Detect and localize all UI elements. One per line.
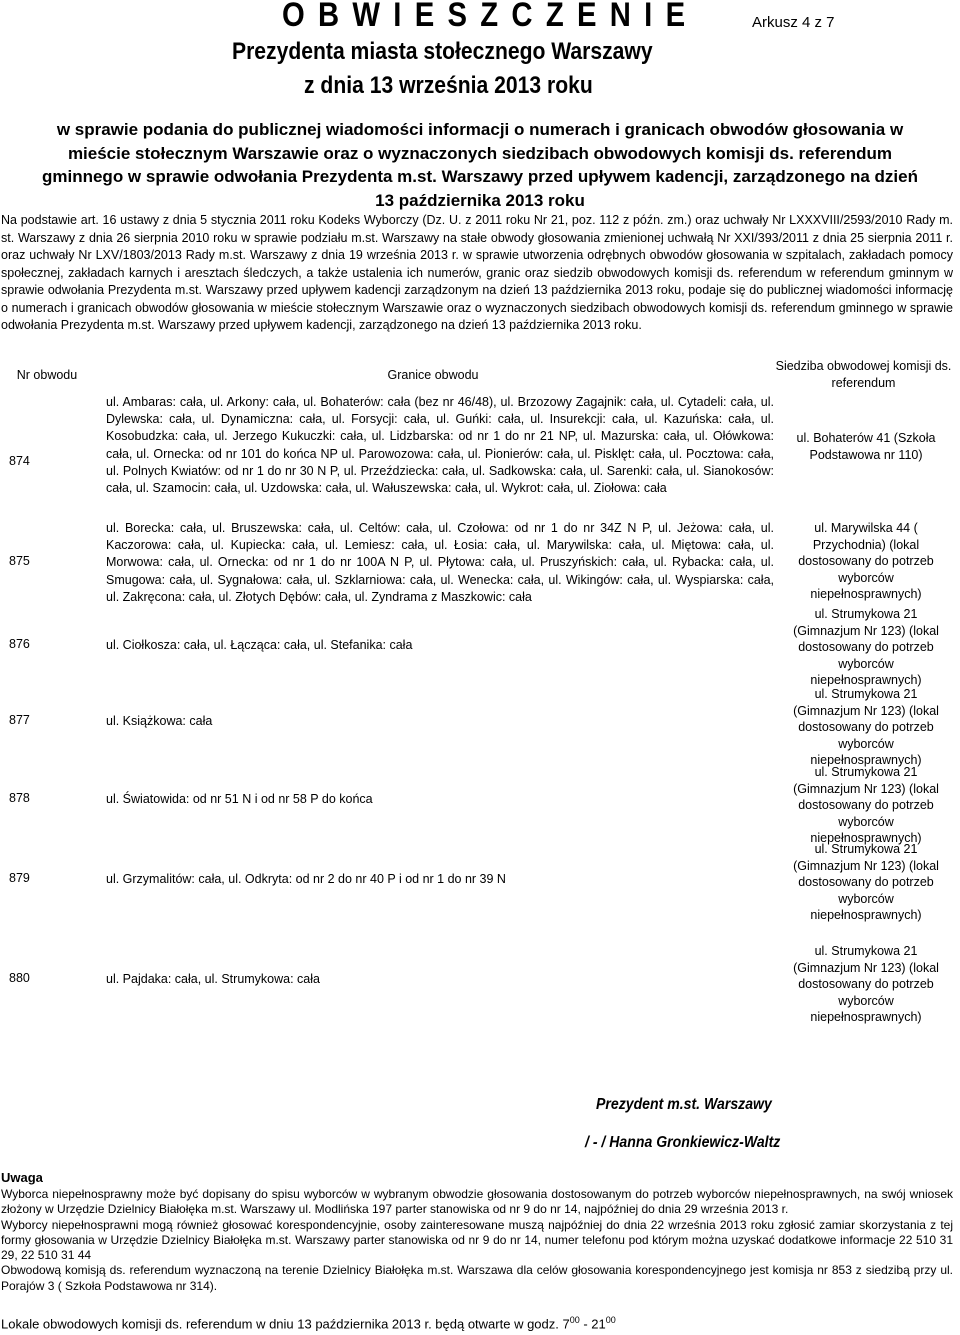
- note-heading: Uwaga: [1, 1170, 43, 1185]
- document-title: O B W I E S Z C Z E N I E: [282, 0, 688, 34]
- legal-basis-paragraph: Na podstawie art. 16 ustawy z dnia 5 stycznia 2011 roku Kodeks Wyborczy (Dz. U. z 2011 roku Nr 21, poz. 112 z późn. zm.) oraz uchwały Nr LXXXVIII/2593/2010 Rady m. st. Warszawy z dnia 26 sierpnia 2010 roku w sprawie podziału m.st. Warszawy na stałe obwody głosowania zmienionej uchwałą Nr XXI/393/2011 z dnia 25 sierpnia 2011 r. oraz uchwały Nr LXV/1803/2013 Rady m.st. Warszawy z dnia 19 września 2013 r. w sprawie utworzenia odrębnych obwodów głosowania w szpitalach, zakładach pomocy społecznej, zakładach karnych i aresztach śledczych, a także ustalenia ich numerów, granic oraz siedzib obwodowych komisji ds. referendum w referendum gminnym w sprawie odwołania Prezydenta m.st. Warszawy przed upływem kadencji zarządzonym na dzień 13 października 2013 roku, podaje się do publicznej wiadomości informację o numerach i granicach obwodów głosowania w mieście stołecznym Warszawie oraz o wyznaczonych siedzibach obwodowych komisji ds. referendum gminnego w sprawie odwołania Prezydenta m.st. Warszawy przed upływem kadencji, zarządzonego na dzień 13 października 2013 roku.: [1, 213, 953, 332]
- district-boundaries: ul. Grzymalitów: cała, ul. Odkryta: od nr 2 do nr 40 P i od nr 1 do nr 39 N: [106, 872, 506, 886]
- header-nr-obwodu: Nr obwodu: [16, 368, 78, 382]
- note-section: [1, 1187, 953, 1294]
- footer-sup-start: 00: [569, 1315, 580, 1325]
- district-number: 876: [9, 637, 30, 651]
- district-boundaries: ul. Książkowa: cała: [106, 714, 213, 728]
- district-number: 877: [9, 713, 30, 727]
- district-seat: ul. Strumykowa 21 (Gimnazjum Nr 123) (lokal dostosowany do potrzeb wyborców niepełnosprawnych): [793, 842, 939, 922]
- district-seat: ul. Strumykowa 21 (Gimnazjum Nr 123) (lokal dostosowany do potrzeb wyborców niepełnosprawnych): [793, 607, 939, 687]
- note-paragraph: Obwodową komisją ds. referendum wyznaczoną na terenie Dzielnicy Białołęka m.st. Warszawa dla celów głosowania korespondencyjnego jest komisja nr 853 z siedzibą przy ul. Porajów 3 ( Szkoła Podstawowa nr 314).: [1, 1263, 953, 1293]
- district-number: 874: [9, 454, 30, 468]
- district-boundaries: ul. Ciołkosza: cała, ul. Łącząca: cała, ul. Stefanika: cała: [106, 638, 413, 652]
- district-boundaries: ul. Pajdaka: cała, ul. Strumykowa: cała: [106, 972, 320, 986]
- district-seat: ul. Strumykowa 21 (Gimnazjum Nr 123) (lokal dostosowany do potrzeb wyborców niepełnosprawnych): [793, 944, 939, 1024]
- document-subject: w sprawie podania do publicznej wiadomości informacji o numerach i granicach obwodów głosowania w mieście stołecznym Warszawie oraz o wyznaczonych siedzibach obwodowych komisji ds. referendum gminnego w sprawie odwołania Prezydenta m.st. Warszawy przed upływem kadencji, zarządzonego na dzień 13 października 2013 roku: [41, 120, 918, 210]
- district-boundaries: ul. Ambaras: cała, ul. Arkony: cała, ul. Bohaterów: cała (bez nr 46/48), ul. Brzozowy Zagajnik: cała, ul. Cytadeli: cała, ul. Dylewska: cała, ul. Dynamiczna: cała, ul. Forsycji: cała, ul. Guńki: cała, ul. Insurekcji: cała, ul. Kazuńska: cała, ul. Kosobudzka: cała, ul. Jerzego Kukuczki: cała, ul. Lidzbarska: od nr 1 do nr 21 NP, ul. Mazurska: cała, ul. Ołówkowa: cała, ul. Ornecka: od nr 101 do końca NP ul. Parowozowa: cała, ul. Pionierów: cała, ul. Pisklęt: cała, ul. Pocztowa: cała, ul. Polnych Kwiatów: od nr 1 do nr 30 N P, ul. Przeździecka: cała, ul. Sadkowska: cała, ul. Sarenki: cała, ul. Sianokosów: cała, ul. Szamocin: cała, ul. Uzdowska: cała, ul. Wałuszewska: cała, ul. Wykrot: cała, ul. Ziołowa: cała: [106, 395, 774, 496]
- header-siedziba: Siedziba obwodowej komisji ds. referendum: [775, 359, 952, 390]
- district-number: 879: [9, 871, 30, 885]
- district-number: 880: [9, 971, 30, 985]
- district-boundaries: ul. Borecka: cała, ul. Bruszewska: cała, ul. Celtów: cała, ul. Czołowa: od nr 1 do nr 34Z N P, ul. Jeżowa: cała, ul. Kaczorowa: cała, ul. Kupiecka: cała, ul. Lemiesz: cała, ul. Łosia: cała, ul. Marywilska: cała, ul. Miętowa: cała, ul. Morwowa: cała, ul. Ornecka: od nr 1 do nr 100A N P, ul. Płytowa: cała, ul. Pruszyńskich: cała, ul. Rybacka: cała, ul. Smugowa: cała, ul. Sygnałowa: cała, ul. Szklarniowa: cała, ul. Wenecka: cała, ul. Wikingów: cała, ul. Wyspiarska: cała, ul. Zakręcona: cała, ul. Złotych Dębów: cała, ul. Zyndrama z Maszkowic: cała: [106, 521, 774, 604]
- footer-dash: - 21: [579, 1316, 606, 1332]
- district-boundaries: ul. Światowida: od nr 51 N i od nr 58 P do końca: [106, 792, 373, 806]
- opening-hours-footer: [1, 1315, 616, 1331]
- district-number: 875: [9, 554, 30, 568]
- signature-title: Prezydent m.st. Warszawy: [596, 1096, 772, 1113]
- signature-name: / - / Hanna Gronkiewicz-Waltz: [585, 1134, 781, 1151]
- district-seat: ul. Marywilska 44 ( Przychodnia) (lokal dostosowany do potrzeb wyborców niepełnosprawnych): [798, 521, 934, 601]
- district-seat: ul. Strumykowa 21 (Gimnazjum Nr 123) (lokal dostosowany do potrzeb wyborców niepełnosprawnych): [793, 765, 939, 845]
- document-issuer: Prezydenta miasta stołecznego Warszawy: [232, 38, 653, 65]
- note-paragraph: Wyborca niepełnosprawny może być dopisany do spisu wyborców w wybranym obwodzie głosowania dostosowanym do potrzeb wyborców niepełnosprawnych, na swój wniosek złożony w Urzędzie Dzielnicy Białołęka m.st. Warszawy ul. Modlińska 197 parter stanowiska od nr 9 do nr 14, najpóźniej do dnia 29 września 2013 r.: [1, 1187, 953, 1217]
- note-paragraph: Wyborcy niepełnosprawni mogą również głosować korespondencyjnie, osoby zainteresowane muszą najpóźniej do dnia 22 września 2013 roku zgłosić zamiar skorzystania z tej formy głosowania w Urzędzie Dzielnicy Białołęka m.st. Warszawy parter stanowiska od nr 9 do nr 14, numer telefonu pod którym można uzyskać dodatkowe informacje 22 510 31 29, 22 510 31 44: [1, 1217, 953, 1263]
- footer-sup-end: 00: [605, 1315, 616, 1325]
- document-date: z dnia 13 września 2013 roku: [304, 72, 593, 99]
- header-granice-obwodu: Granice obwodu: [387, 368, 479, 382]
- district-seat: ul. Strumykowa 21 (Gimnazjum Nr 123) (lokal dostosowany do potrzeb wyborców niepełnosprawnych): [793, 687, 939, 767]
- sheet-number: Arkusz 4 z 7: [752, 14, 835, 31]
- footer-text: Lokale obwodowych komisji ds. referendum w dniu 13 października 2013 r. będą otwarte w godz. 7: [1, 1316, 570, 1332]
- district-seat: ul. Bohaterów 41 (Szkoła Podstawowa nr 110): [796, 431, 936, 462]
- district-number: 878: [9, 791, 30, 805]
